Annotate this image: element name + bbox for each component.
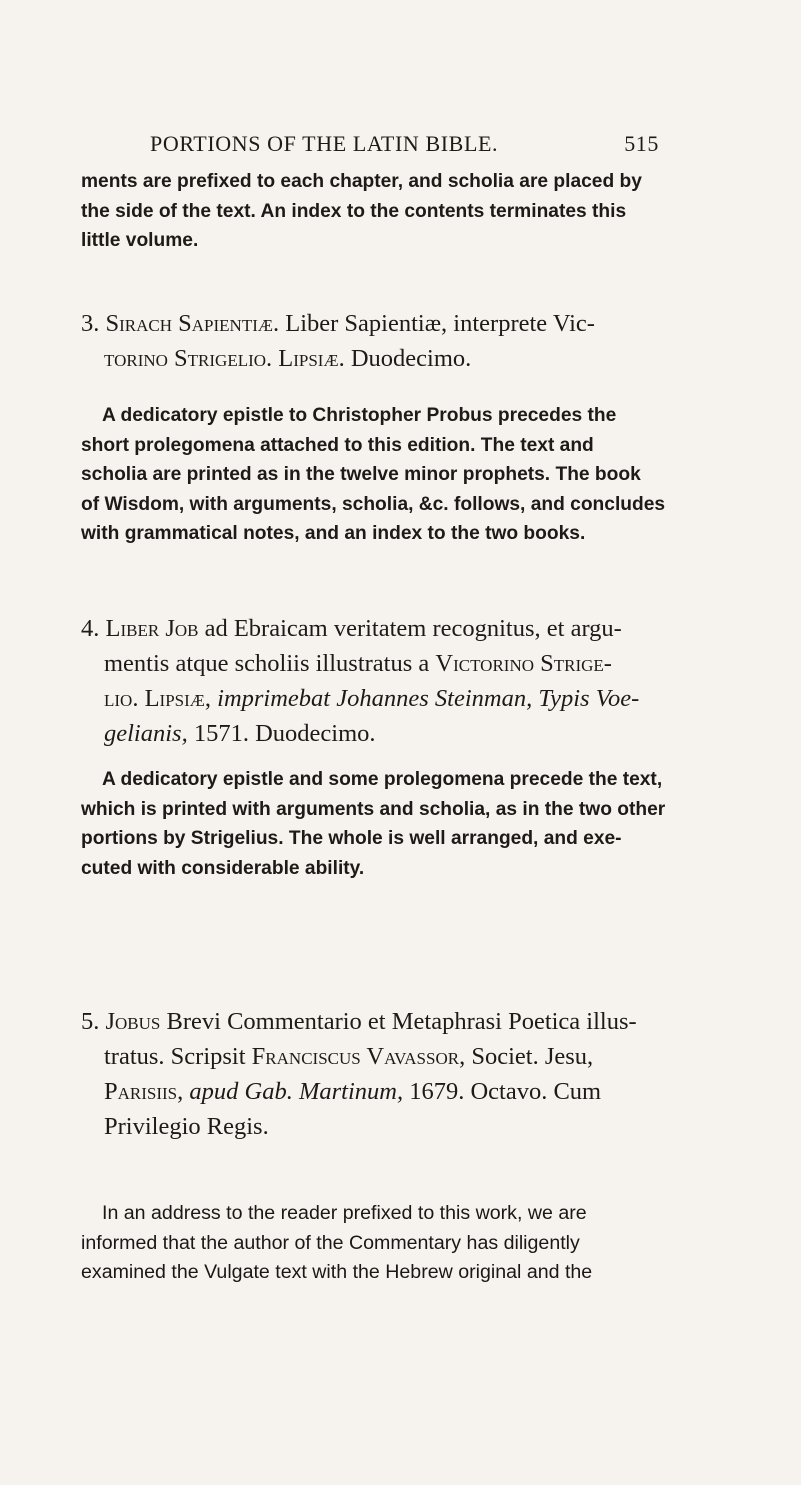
entry-5-description bbox=[81, 1199, 695, 1288]
entry-5-title bbox=[81, 1004, 701, 1144]
text-line: which is printed with arguments and scholia, as in the two other bbox=[81, 798, 666, 820]
text-line: ments are prefixed to each chapter, and scholia are placed by bbox=[81, 171, 642, 192]
entry-title-text: mentis atque scholiis illustratus a bbox=[104, 650, 430, 677]
text-line: little volume. bbox=[81, 230, 199, 251]
entry-number: 3. bbox=[81, 310, 100, 337]
entry-place: Parisiis, bbox=[104, 1078, 184, 1105]
entry-book: Jobus bbox=[105, 1008, 161, 1035]
entry-editor: torino Strigelio. Lipsiæ. bbox=[104, 345, 345, 372]
entry-place: lio. Lipsiæ, bbox=[104, 685, 212, 712]
text-line: portions by Strigelius. The whole is well arranged, and exe- bbox=[81, 828, 622, 849]
entry-printer: imprimebat Johannes Steinman, Typis Voe- bbox=[217, 685, 640, 712]
entry-printer: gelianis, bbox=[104, 720, 188, 747]
text-line: scholia are printed as in the twelve minor prophets. The book bbox=[81, 464, 641, 485]
entry-editor: Victorino Strige- bbox=[435, 650, 612, 677]
entry-author: Franciscus Vavassor, bbox=[251, 1043, 466, 1070]
page-header bbox=[150, 131, 659, 161]
entry-book: Liber Job bbox=[105, 615, 199, 642]
entry-format: Duodecimo. bbox=[350, 345, 472, 372]
entry-title-text: tratus. Scripsit bbox=[104, 1043, 246, 1070]
intro-paragraph bbox=[81, 167, 695, 256]
text-line: cuted with considerable ability. bbox=[81, 857, 365, 879]
page-number: 515 bbox=[624, 131, 659, 156]
entry-format: 1571. Duodecimo. bbox=[193, 720, 376, 747]
entry-4-description bbox=[81, 765, 695, 883]
entry-title-text: ad Ebraicam veritatem recognitus, et argu- bbox=[204, 615, 622, 642]
entry-3-title bbox=[81, 306, 701, 376]
text-line: short prolegomena attached to this edition. The text and bbox=[81, 434, 594, 456]
text-line: A dedicatory epistle and some prolegomena precede the text, bbox=[102, 769, 663, 790]
text-line: of Wisdom, with arguments, scholia, &c. follows, and concludes bbox=[81, 493, 666, 515]
running-title: PORTIONS OF THE LATIN BIBLE. bbox=[150, 131, 499, 156]
text-line: the side of the text. An index to the contents terminates this bbox=[81, 200, 627, 222]
text-line: A dedicatory epistle to Christopher Probus precedes the bbox=[102, 405, 617, 426]
entry-number: 4. bbox=[81, 615, 100, 642]
entry-printer: apud Gab. Martinum, bbox=[189, 1078, 404, 1105]
entry-4-title bbox=[81, 611, 701, 751]
entry-title-text: Privilegio Regis. bbox=[104, 1113, 269, 1140]
text-line: informed that the author of the Commentary has diligently bbox=[81, 1231, 580, 1254]
entry-title-text: Brevi Commentario et Metaphrasi Poetica illus- bbox=[166, 1008, 637, 1035]
entry-title-text: Societ. Jesu, bbox=[471, 1043, 594, 1070]
entry-title-text: Liber Sapientiæ, interprete Vic- bbox=[285, 310, 595, 337]
text-line: examined the Vulgate text with the Hebrew original and the bbox=[81, 1261, 593, 1283]
text-line: with grammatical notes, and an index to the two books. bbox=[81, 523, 586, 544]
entry-number: 5. bbox=[81, 1008, 100, 1035]
entry-author: Sirach Sapientiæ. bbox=[105, 310, 280, 337]
entry-3-description bbox=[81, 401, 695, 549]
entry-format: 1679. Octavo. Cum bbox=[409, 1078, 602, 1105]
text-line: In an address to the reader prefixed to this work, we are bbox=[102, 1202, 587, 1224]
